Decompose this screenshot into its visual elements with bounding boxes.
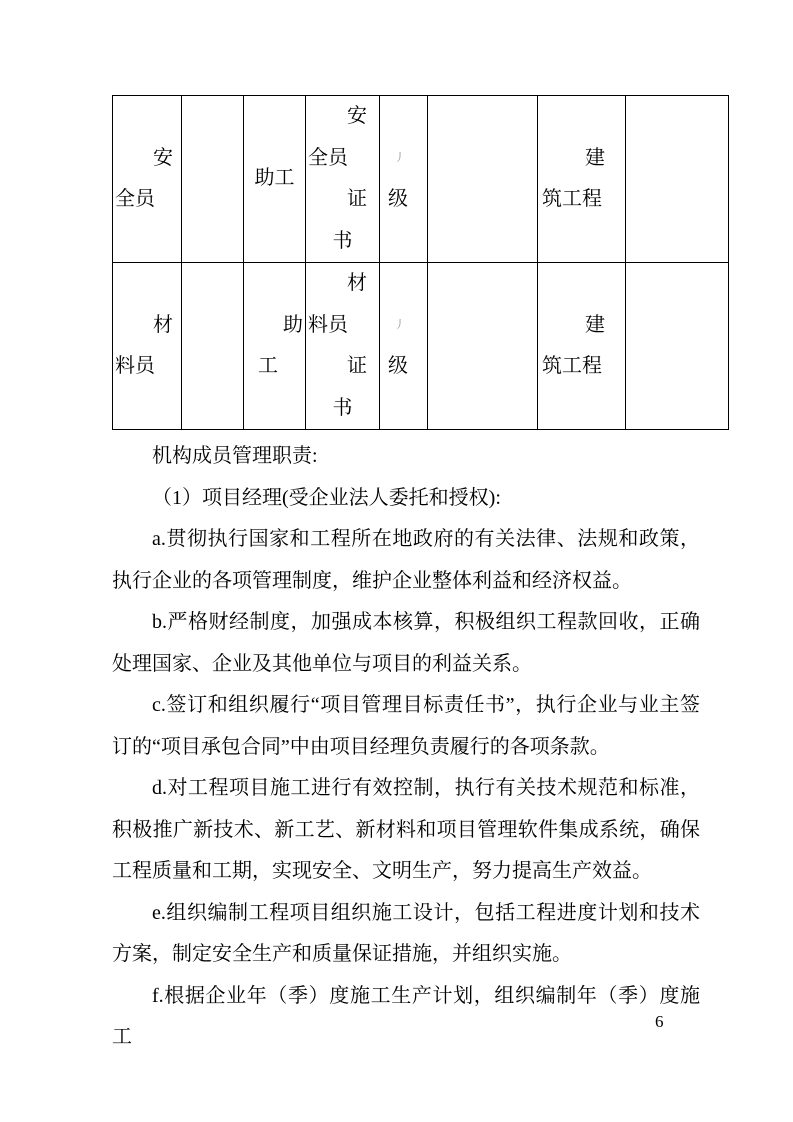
cell-text-line: 书 [332,396,353,419]
cell-text-line: 料员 [308,313,348,336]
table-cell [244,96,306,263]
cell-text-line: 全员 [308,146,348,169]
table-cell [626,96,729,263]
table-cell [306,263,380,430]
table-cell [380,263,428,430]
cell-text-line: 筑工程 [542,355,602,377]
table-row [113,263,729,430]
body-text [112,436,700,1059]
table-cell [306,96,380,263]
paragraph: c.签订和组织履行“项目管理目标责任书”，执行企业与业主签订的“项目承包合同”中由项目经理负责履行的各项条款。 [112,694,700,758]
paragraph: a.贯彻执行国家和工程所在地政府的有关法律、法规和政策，执行企业的各项管理制度，维护企业整体利益和经济权益。 [112,528,700,592]
cell-text-line: 全员 [115,188,155,210]
table-cell [538,96,626,263]
table-row [113,96,729,263]
table-cell [538,263,626,430]
clipped-character-stroke: 丿 [394,318,405,331]
table-cell [182,96,244,263]
paragraph: f.根据企业年（季）度施工生产计划，组织编制年（季）度施工 [112,984,700,1048]
page-number: 6 [655,1012,664,1031]
table-cell [113,96,182,263]
cell-text-line: 助 [283,313,303,336]
table-cell [626,263,729,430]
personnel-qualification-table [112,95,729,430]
table-cell [182,263,244,430]
cell-text-line: 材 [347,272,367,294]
paragraph: d.对工程项目施工进行有效控制，执行有关技术规范和标准，积极推广新技术、新工艺、新材料和项目管理软件集成系统，确保工程质量和工期，实现安全、文明生产，努力提高生产效益。 [112,777,700,882]
cell-text-line: 安 [347,105,367,127]
table-cell [244,263,306,430]
cell-text-line: 筑工程 [542,188,602,210]
table-cell [113,263,182,430]
paragraph: 机构成员管理职责: [152,445,318,467]
cell-text-line: 材 [153,313,173,336]
paragraph: （1）项目经理(受企业法人委托和授权): [152,486,501,509]
cell-text-line: 证 [347,188,367,210]
cell-text-line: 安 [153,146,173,169]
paragraph: e.组织编制工程项目组织施工设计，包括工程进度计划和技术方案，制定安全生产和质量保证措施，并组织实施。 [112,901,700,965]
table-cell [428,96,538,263]
cell-text-line: 级 [388,355,408,377]
clipped-character-stroke: 丿 [394,151,405,164]
cell-text-line: 助工 [254,167,295,190]
cell-text-line: 书 [332,229,353,252]
cell-text-line: 建 [585,146,605,169]
cell-text-line: 证 [347,355,367,377]
cell-text-line: 级 [388,188,408,210]
cell-text-line: 工 [258,355,278,377]
cell-text-line: 料员 [115,355,155,377]
table-body [113,96,729,430]
table-cell [428,263,538,430]
table-cell [380,96,428,263]
cell-text-line: 建 [585,313,605,336]
paragraph: b.严格财经制度，加强成本核算，积极组织工程款回收，正确处理国家、企业及其他单位与项目的利益关系。 [112,611,700,675]
